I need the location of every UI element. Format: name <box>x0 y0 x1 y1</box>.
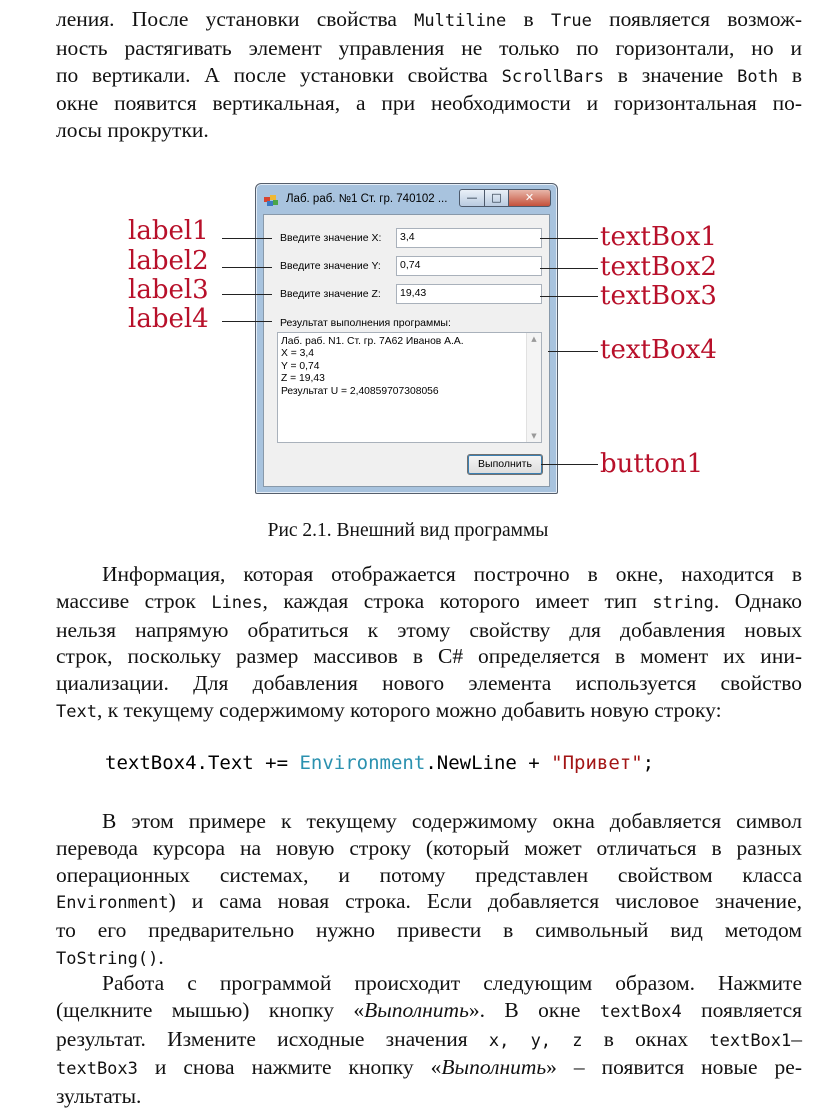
para4-line-2: (щелкните мышью) кнопку «Выполнить». В окне textBox4 появляется <box>56 997 803 1022</box>
callout-label3: label3 <box>128 275 209 305</box>
paragraph-environment <box>56 808 802 973</box>
para2-line-5: циализации. Для добавления нового элемента используется свойство <box>56 671 802 696</box>
minimize-button[interactable] <box>459 189 485 207</box>
leader-line-label1 <box>222 238 272 239</box>
leader-line-textbox4 <box>548 351 598 352</box>
code-sample: textBox4.Text += Environment.NewLine + "Привет"; <box>105 752 655 774</box>
callout-textbox2: textBox2 <box>600 252 717 282</box>
para2-line-4: строк, поскольку размер массивов в C# определяется в момент их ини- <box>56 644 802 669</box>
para2-line-1: Информация, которая отображается построчно в окне, находится в <box>102 562 802 586</box>
para3-line-2: перевода курсора на новую строку (который может отличаться в разных <box>56 835 802 860</box>
close-button[interactable] <box>508 189 551 207</box>
label-y: Введите значение Y: <box>280 260 381 272</box>
para3-line-3: операционных системах, и потому представлен свойством класса <box>56 862 802 887</box>
leader-line-label2 <box>222 267 272 268</box>
intro-line-2: ность растягивать элемент управления не только по горизонтали, но и <box>56 35 802 60</box>
minimize-icon: — <box>466 191 478 204</box>
leader-line-button1 <box>541 464 598 465</box>
result-text: Лаб. раб. N1. Ст. гр. 7А62 Иванов А.А. X = 3,4 Y = 0,74 Z = 19,43 Результат U = 2,40859707308056 <box>281 336 464 397</box>
maximize-button[interactable] <box>484 189 509 207</box>
close-icon: ✕ <box>524 191 535 204</box>
para2-line-3: нельзя напрямую обратиться к этому свойству для добавления новых <box>56 617 802 642</box>
leader-line-label3 <box>222 294 272 295</box>
label-z: Введите значение Z: <box>280 288 381 300</box>
intro-paragraph <box>56 6 802 144</box>
para4-line-5: зультаты. <box>56 1084 142 1109</box>
callout-textbox3: textBox3 <box>600 281 717 311</box>
paragraph-lines <box>56 561 802 726</box>
leader-line-textbox1 <box>540 238 598 239</box>
figure-caption: Рис 2.1. Внешний вид программы <box>267 520 549 541</box>
window-title: Лаб. раб. №1 Ст. гр. 740102 ... <box>286 193 448 205</box>
maximize-icon: □ <box>491 191 502 204</box>
callout-label4: label4 <box>128 304 209 334</box>
para4-line-4: textBox3 и снова нажмите кнопку «Выполнить» – появится новые ре- <box>56 1055 802 1080</box>
callout-textbox1: textBox1 <box>600 222 717 252</box>
para3-line-4: Environment) и сама новая строка. Если добавляется числовое значение, <box>56 889 802 914</box>
intro-line-3: по вертикали. А после установки свойства ScrollBars в значение Both в <box>56 62 803 87</box>
textbox-z[interactable]: 19,43 <box>396 284 542 304</box>
para2-line-2: массиве строк Lines, каждая строка которого имеет тип string. Однако <box>56 588 803 613</box>
vertical-scrollbar[interactable] <box>526 333 541 442</box>
para4-line-3: результат. Измените исходные значения x, y, z в окнах textBox1– <box>56 1026 803 1051</box>
intro-line-4: окне появится вертикальная, а при необходимости и горизонтальная по- <box>56 91 802 116</box>
run-button[interactable]: Выполнить <box>467 454 543 475</box>
para2-line-6: Text, к текущему содержимому которого можно добавить новую строку: <box>56 697 722 722</box>
app-icon <box>264 195 279 207</box>
window-title-bar <box>260 187 553 213</box>
callout-label2: label2 <box>128 246 209 276</box>
paragraph-usage <box>56 970 802 1109</box>
callout-label1: label1 <box>128 216 209 246</box>
scroll-up-icon[interactable]: ▲ <box>531 335 537 343</box>
textbox-y[interactable]: 0,74 <box>396 256 542 276</box>
leader-line-label4 <box>222 321 272 322</box>
window-client-area <box>263 214 550 487</box>
intro-line-5: лосы прокрутки. <box>56 118 209 143</box>
para4-line-1: Работа с программой происходит следующим образом. Нажмите <box>102 971 802 995</box>
leader-line-textbox2 <box>540 268 598 269</box>
window-controls <box>459 189 551 207</box>
program-window <box>255 183 558 494</box>
textbox-result[interactable] <box>277 332 542 443</box>
label-result: Результат выполнения программы: <box>280 317 451 329</box>
intro-line-1: ления. После установки свойства Multiline в True появляется возмож- <box>56 7 803 31</box>
para3-line-1: В этом примере к текущему содержимому окна добавляется символ <box>102 809 802 833</box>
callout-button1: button1 <box>600 449 704 479</box>
para3-line-6: ToString(). <box>56 944 164 969</box>
para3-line-5: то его предварительно нужно привести в символьный вид методом <box>56 918 802 943</box>
leader-line-textbox3 <box>540 296 598 297</box>
scroll-down-icon[interactable]: ▼ <box>531 432 537 440</box>
textbox-x[interactable]: 3,4 <box>396 228 542 248</box>
callout-textbox4: textBox4 <box>600 335 717 365</box>
label-x: Введите значение X: <box>280 232 382 244</box>
